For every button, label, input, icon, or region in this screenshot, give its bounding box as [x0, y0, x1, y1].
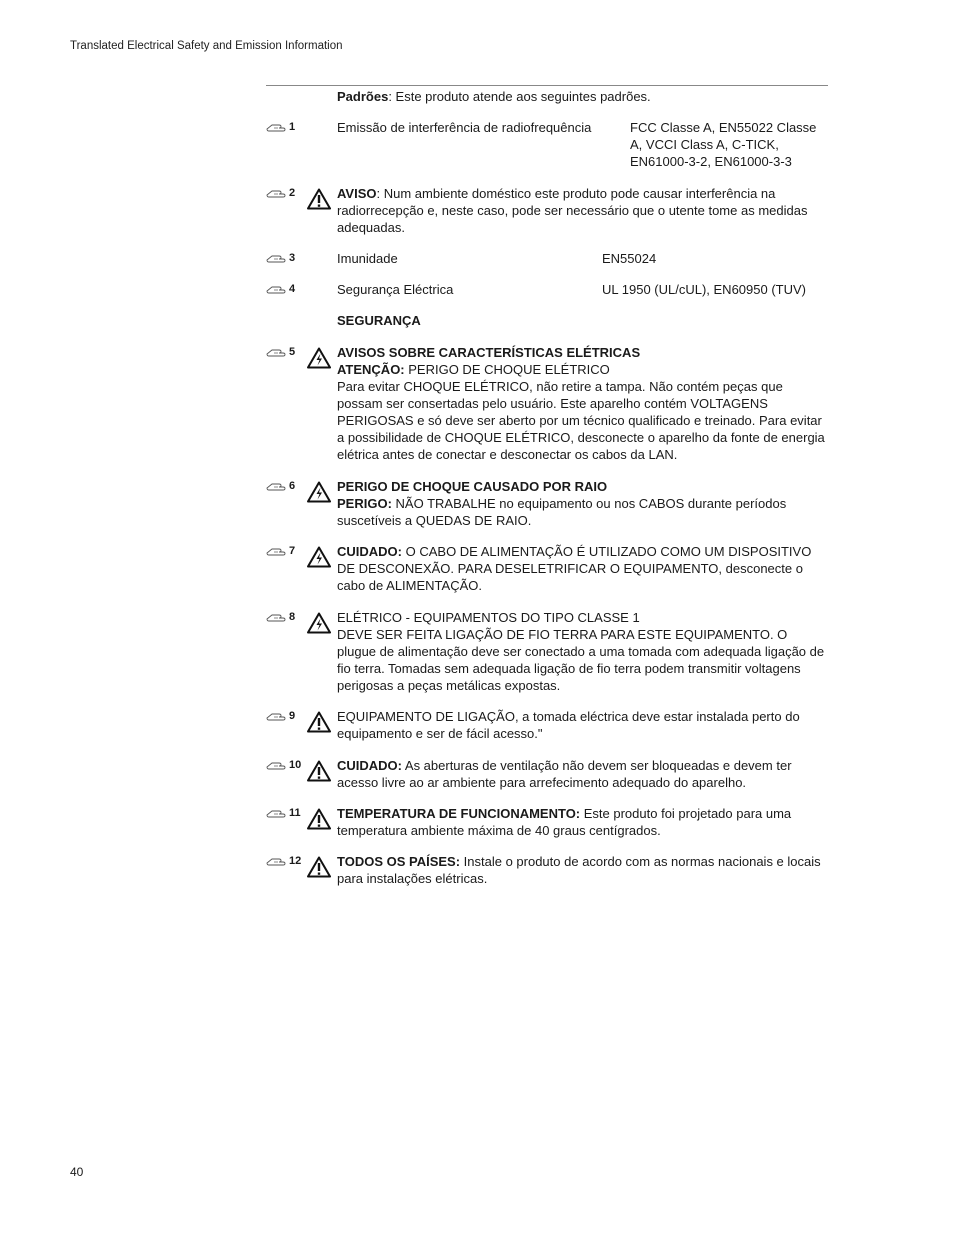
warning-icon	[307, 856, 331, 878]
item-text-detail: Para evitar CHOQUE ELÉTRICO, não retire a tampa. Não contém peças que possam ser consertadas pelo usuário. Este aparelho contém VOLTAGENS PERIGOSAS e só deve ser aberto por um técnico qualificado e treinado. Para evitar a possibilidade de CHOQUE ELÉTRICO, desconecte o aparelho da fonte de energia elétrica antes de conectar e desconectar os cabos da LAN.	[337, 379, 825, 462]
item-text: EQUIPAMENTO DE LIGAÇÃO, a tomada eléctrica deve estar instalada perto do equipamento e ser de fácil acesso."	[337, 709, 800, 741]
item-number: 2	[289, 187, 296, 199]
item-number: 1	[289, 121, 296, 133]
item-text: PERIGO DE CHOQUE ELÉTRICO	[404, 362, 610, 377]
electrical-hazard-icon	[307, 546, 331, 568]
header-rule	[266, 85, 828, 86]
item-number: 7	[289, 545, 296, 557]
item-label: Segurança Eléctrica	[337, 282, 454, 297]
warning-icon	[307, 711, 331, 733]
electrical-hazard-icon	[307, 612, 331, 634]
item-title: PERIGO DE CHOQUE CAUSADO POR RAIO	[337, 479, 608, 494]
pointing-hand-icon	[266, 808, 286, 818]
pointing-hand-icon	[266, 711, 286, 721]
item-text: NÃO TRABALHE no equipamento ou nos CABOS durante períodos suscetíveis a QUEDAS DE RAIO.	[337, 496, 787, 528]
item-bold: AVISO	[337, 186, 377, 201]
item-number: 8	[289, 611, 296, 623]
item-number: 10	[289, 759, 302, 771]
item-bold: CUIDADO:	[337, 758, 402, 773]
electrical-hazard-icon	[307, 347, 331, 369]
item-value: FCC Classe A, EN55022 Classe A, VCCI Class A, C-TICK, EN61000-3-2, EN61000-3-3	[630, 120, 817, 169]
pointing-hand-icon	[266, 284, 286, 294]
item-text-detail: DEVE SER FEITA LIGAÇÃO DE FIO TERRA PARA ESTE EQUIPAMENTO. O plugue de alimentação deve ser conectado a uma tomada com adequada ligação de fio terra. Tomadas sem adequada ligação de fio terra podem transmitir voltagens perigosas a peças metálicas expostas.	[337, 627, 825, 693]
pointing-hand-icon	[266, 760, 286, 770]
pointing-hand-icon	[266, 546, 286, 556]
pointing-hand-icon	[266, 481, 286, 491]
section-heading-text: SEGURANÇA	[337, 313, 421, 328]
item-bold: CUIDADO:	[337, 544, 402, 559]
item-text: Este produto foi projetado para uma temperatura ambiente máxima de 40 graus centígrados.	[337, 806, 792, 838]
pointing-hand-icon	[266, 612, 286, 622]
item-bold: TODOS OS PAÍSES:	[337, 854, 461, 869]
item-title: AVISOS SOBRE CARACTERÍSTICAS ELÉTRICAS	[337, 345, 641, 360]
warning-icon	[307, 188, 331, 210]
standards-text: : Este produto atende aos seguintes padrões.	[388, 89, 651, 104]
item-number: 5	[289, 346, 296, 358]
item-text: Instale o produto de acordo com as normas nacionais e locais para instalações elétricas.	[337, 854, 821, 886]
pointing-hand-icon	[266, 122, 286, 132]
item-value: UL 1950 (UL/cUL), EN60950 (TUV)	[602, 282, 806, 297]
pointing-hand-icon	[266, 188, 286, 198]
standards-label: Padrões	[337, 89, 389, 104]
item-value: EN55024	[602, 251, 657, 266]
item-label: Imunidade	[337, 251, 398, 266]
warning-icon	[307, 760, 331, 782]
item-number: 4	[289, 283, 296, 295]
item-text: ELÉTRICO - EQUIPAMENTOS DO TIPO CLASSE 1	[337, 610, 640, 625]
item-bold: PERIGO:	[337, 496, 392, 511]
pointing-hand-icon	[266, 253, 286, 263]
item-number: 6	[289, 480, 296, 492]
item-text: As aberturas de ventilação não devem ser bloqueadas e devem ter acesso livre ao ar ambiente para arrefecimento adequado do aparelho.	[337, 758, 792, 790]
item-text: : Num ambiente doméstico este produto pode causar interferência na radiorrecepção e, neste caso, pode ser necessário que o utente tome as medidas adequadas.	[337, 186, 808, 235]
item-number: 3	[289, 252, 296, 264]
item-text: O CABO DE ALIMENTAÇÃO É UTILIZADO COMO UM DISPOSITIVO DE DESCONEXÃO. PARA DESELETRIFICAR O EQUIPAMENTO, desconecte o cabo de ALIMENTAÇÃO.	[337, 544, 812, 593]
item-bold: TEMPERATURA DE FUNCIONAMENTO:	[337, 806, 581, 821]
item-label: Emissão de interferência de radiofrequência	[337, 120, 592, 135]
item-number: 12	[289, 855, 302, 867]
item-number: 11	[289, 807, 301, 819]
pointing-hand-icon	[266, 856, 286, 866]
page-number: 40	[70, 1165, 84, 1179]
warning-icon	[307, 808, 331, 830]
pointing-hand-icon	[266, 347, 286, 357]
running-header: Translated Electrical Safety and Emission Information	[70, 40, 343, 52]
electrical-hazard-icon	[307, 481, 331, 503]
item-bold: ATENÇÃO:	[337, 362, 405, 377]
item-number: 9	[289, 710, 296, 722]
